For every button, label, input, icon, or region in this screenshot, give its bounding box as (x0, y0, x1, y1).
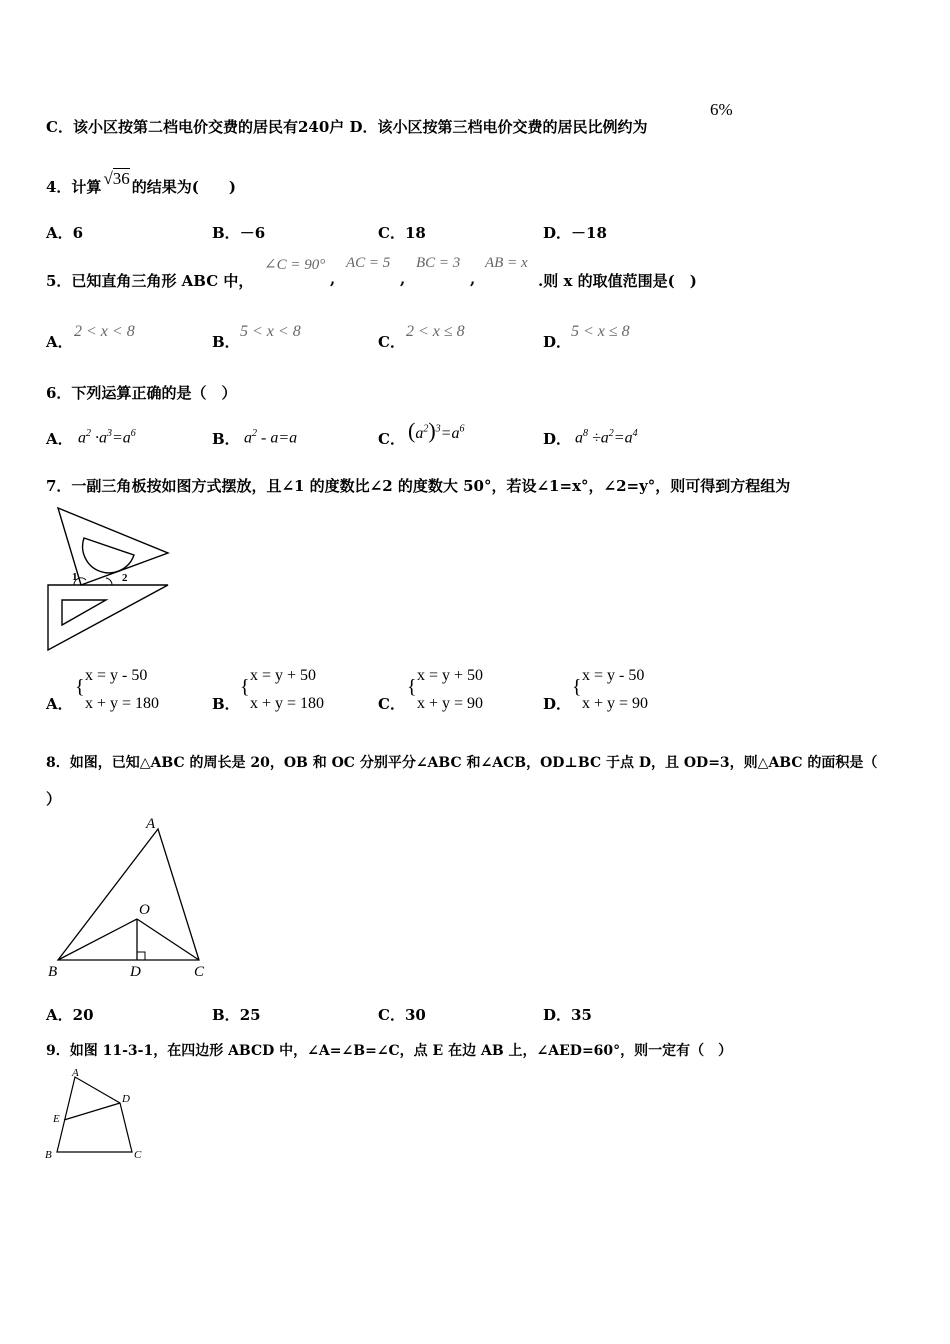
label-c: C (134, 1149, 142, 1161)
eq1: x = y - 50 (85, 667, 148, 684)
quadrilateral-abcd (57, 1077, 132, 1152)
lower-triangle (48, 585, 168, 650)
q6-option-b-expr: $a^2 - a=a$ (244, 428, 298, 447)
triangle-abc (58, 829, 199, 960)
q5-cond-ab: AB = x (485, 255, 528, 271)
option-value: 6 (72, 224, 84, 242)
label-d: D (130, 964, 141, 980)
option-label: C． (378, 224, 405, 242)
q8-stem-line1: 8．如图，已知△ABC 的周长是 20，OB 和 OC 分别平分∠ABC 和∠ACB，OD⊥BC 于点 D，且 OD=3，则△ABC 的面积是（ (46, 755, 878, 771)
q4-sqrt: √36 (103, 169, 130, 188)
eq1: x = y + 50 (417, 667, 484, 684)
q6-option-a-label: A． (46, 430, 73, 448)
q5-option-c-value: 2 < x ≤ 8 (406, 323, 465, 340)
q7-option-a-system (85, 662, 159, 718)
q6-option-b-label: B． (212, 430, 240, 448)
segment-ob (58, 919, 137, 960)
option-value: 30 (404, 1006, 426, 1024)
q5-option-b-value: 5 < x < 8 (240, 323, 301, 340)
q5-cond-bc: BC = 3 (416, 255, 461, 271)
q5-option-a-value: 2 < x < 8 (74, 323, 135, 340)
q7-option-d-label: D． (543, 695, 572, 713)
q7-option-c-brace: { (407, 676, 417, 698)
q5-comma3: , (470, 270, 476, 288)
q7-option-d-system (582, 662, 648, 718)
label-b: B (48, 964, 58, 980)
eq2: x + y = 180 (250, 695, 325, 712)
q8-option-a (46, 1004, 94, 1025)
q4-radicand: 36 (112, 169, 130, 188)
option-label: D． (543, 1006, 572, 1024)
q6-option-d-expr: $a^8 \div a^2=a^4$ (575, 428, 638, 447)
q4-option-a (46, 222, 83, 243)
option-value: 18 (404, 224, 426, 242)
label-c: C (194, 964, 205, 980)
eq2: x + y = 90 (582, 695, 649, 712)
q7-option-a-label: A． (46, 695, 73, 713)
eq2: x + y = 90 (417, 695, 484, 712)
angle2-label: 2 (122, 572, 128, 584)
q7-option-a-brace: { (75, 676, 85, 698)
label-b: B (45, 1149, 52, 1161)
option-value: －6 (239, 224, 266, 242)
eq1: x = y - 50 (582, 667, 645, 684)
q4-option-b (212, 222, 265, 243)
option-value: 25 (239, 1006, 261, 1024)
label-e: E (53, 1113, 60, 1125)
option-label: C． (378, 1006, 405, 1024)
q6-option-d-label: D． (543, 430, 572, 448)
q7-option-b-brace: { (240, 676, 250, 698)
segment-oc (137, 919, 199, 960)
q7-option-c-system (417, 662, 483, 718)
q7-option-b-label: B． (212, 695, 240, 713)
option-label: B． (212, 1006, 240, 1024)
angle1-label: 1 (72, 571, 78, 583)
q8-option-c (378, 1004, 426, 1025)
q4-stem-post: 的结果为( ) (131, 178, 236, 196)
q3-options-line: C．该小区按第二档电价交费的居民有240户 D．该小区按第三档电价交费的居民比例约为 (46, 118, 648, 136)
q4-option-d (543, 222, 607, 243)
option-label: D． (543, 224, 572, 242)
label-a: A (146, 816, 156, 832)
q5-cond-ac: AC = 5 (346, 255, 391, 271)
label-a: A (72, 1067, 79, 1079)
q7-option-b-system (250, 662, 324, 718)
q4-stem-pre: 4．计算 (46, 178, 102, 196)
q8-option-b (212, 1004, 261, 1025)
right-angle-mark (137, 952, 145, 960)
q5-option-d-value: 5 < x ≤ 8 (571, 323, 630, 340)
q8-stem-line2: ） (46, 790, 62, 808)
q5-option-a-label: A． (46, 333, 73, 351)
q8-option-d (543, 1004, 592, 1025)
q6-option-a-expr: $a^2 \cdot a^3=a^6$ (78, 428, 136, 447)
q5-cond-angle: ∠C = 90° (264, 257, 326, 273)
q7-figure-set-squares (46, 505, 176, 655)
q7-option-d-brace: { (572, 676, 582, 698)
q5-stem-pre: 5．已知直角三角形 ABC 中， (46, 272, 254, 290)
q7-stem: 7．一副三角板按如图方式摆放，且∠1 的度数比∠2 的度数大 50°，若设∠1=x°，∠2=y°，则可得到方程组为 (46, 477, 791, 495)
option-label: A． (46, 1006, 73, 1024)
q9-figure-quadrilateral (40, 1065, 155, 1165)
q3-percent: 6% (710, 100, 733, 119)
option-value: 20 (72, 1006, 94, 1024)
eq2: x + y = 180 (85, 695, 160, 712)
segment-ed (64, 1103, 120, 1120)
option-label: B． (212, 224, 240, 242)
q7-option-c-label: C． (378, 695, 405, 713)
q4-stem (46, 169, 236, 197)
q5-comma1: , (330, 270, 336, 288)
option-value: 35 (571, 1006, 592, 1024)
lower-triangle-hole (62, 600, 106, 625)
q6-option-c-label: C． (378, 430, 405, 448)
q5-option-b-label: B． (212, 333, 240, 351)
label-d: D (122, 1093, 130, 1105)
q5-comma2: , (400, 270, 406, 288)
q5-stem-post: .则 x 的取值范围是( ) (538, 272, 697, 290)
option-label: A． (46, 224, 73, 242)
q4-option-c (378, 222, 426, 243)
eq1: x = y + 50 (250, 667, 317, 684)
option-value: －18 (571, 224, 607, 242)
q8-figure-triangle (44, 812, 214, 987)
q5-option-c-label: C． (378, 333, 405, 351)
q5-option-d-label: D． (543, 333, 572, 351)
q6-stem: 6．下列运算正确的是（ ） (46, 384, 237, 402)
angle2-arc (106, 578, 112, 585)
q9-stem: 9．如图 11-3-1，在四边形 ABCD 中，∠A=∠B=∠C，点 E 在边 AB 上，∠AED=60°，则一定有（ ） (46, 1043, 733, 1059)
label-o: O (139, 902, 150, 918)
q6-option-c-expr: $(a^2)^3=a^6$ (408, 418, 465, 443)
